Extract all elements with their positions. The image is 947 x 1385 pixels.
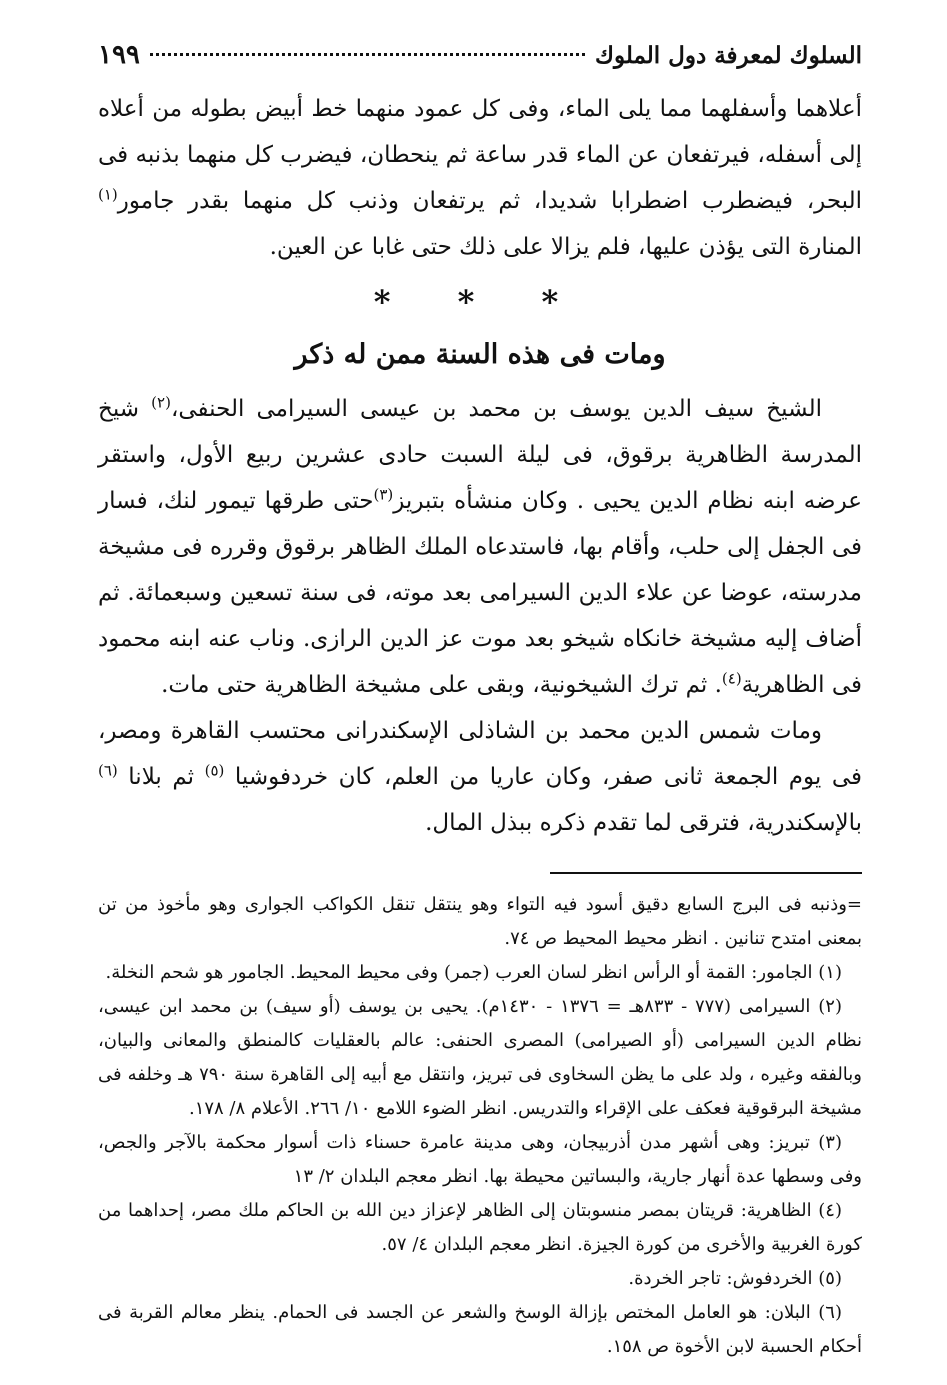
note-ref-5: (٥) [204,761,225,780]
page-number: ١٩٩ [98,40,140,70]
continuation-text: أعلاهما وأسفلهما مما يلى الماء، وفى كل عمود منهما خط أبيض بطوله من أعلاه إلى أسفله، فيرتفعان عن الماء قدر ساعة ثم ينحطان، فيضرب كل منهما بذنبه فى البحر، فيضطرب اضطرابا شديدا، ثم يرتفعان وذنب كل منهما بقدر جامور [98,96,862,214]
book-page [98,40,862,1364]
footnote-continued: =وذنبه فى البرج السابع دقيق أسود فيه التواء وهو ينتقل تنقل الكواكب الجوارى وهو مأخوذ من تن بمعنى امتدح تنانين . انظر محيط المحيط ص ٧٤. [98,894,862,949]
footnote-6: (٦) البلان: هو العامل المختص بإزالة الوسخ والشعر عن الجسد فى الحمام. ينظر معالم القربة فى أحكام الحسبة لابن الأخوة ص ١٥٨. [98,1302,862,1357]
obituary-paragraph-2 [98,708,862,846]
obituary-paragraph-1 [98,386,862,708]
obituary-2-text-a: ومات شمس الدين محمد بن الشاذلى الإسكندرانى محتسب القاهرة ومصر، فى يوم الجمعة ثانى صفر، وكان عاريا من العلم، كان خردفوشيا [98,718,862,790]
footnote-5: (٥) الخردفوش: تاجر الخردة. [628,1268,842,1289]
note-ref-6: (٦) [98,761,118,780]
section-heading: ومات فى هذه السنة ممن له ذكر [294,339,666,370]
section-divider-asterisks: * * * [373,283,587,321]
continuation-paragraph [98,86,862,270]
obituary-1-text-a: الشيخ سيف الدين يوسف بن محمد بن عيسى السيرامى الحنفى، [170,396,822,422]
obituary-2-text-b: ثم بلانا [117,764,205,790]
continuation-text-end: المنارة التى يؤذن عليها، فلم يزالا على ذلك حتى غابا عن العين. [269,234,862,260]
main-text [98,86,862,846]
footnote-separator [550,872,862,874]
dotted-leader [150,53,585,56]
footnote-3: (٣) تبريز: وهى أشهر مدن أذربيجان، وهى مدينة عامرة حسناء ذات أسوار محكمة بالآجر والجص، وفى وسطها عدة أنهار جارية، والبساتين محيطة بها. انظر معجم البلدان ٢/ ١٣ [98,1132,862,1187]
obituary-1-text-d: . ثم ترك الشيخونية، وبقى على مشيخة الظاهرية حتى مات. [161,672,722,698]
footnote-2: (٢) السيرامى (٧٧٧ - ٨٣٣هـ = ١٣٧٦ - ١٤٣٠م). يحيى بن يوسف (أو سيف) بن محمد ابن عيسى، نظام الدين السيرامى (أو الصيرامى) المصرى الحنفى: عالم بالعقليات كالمنطق والمعانى والبيان، وبالفقه وغيره ، ولد على ما يظن السخاوى فى تبريز، وانتقل مع أبيه إلى القاهرة سنة ٧٩٠ هـ وخلفه فى مشيخة البرقوقية فعكف على الإقراء والتدريس. انظر الضوء اللامع ١٠/ ٢٦٦. الأعلام ٨/ ١٧٨. [98,996,862,1119]
note-ref-2: (٢) [151,393,171,412]
obituary-1-text-c: حتى طرقها تيمور لنك، فسار فى الجفل إلى حلب، وأقام بها، فاستدعاه الملك الظاهر برقوق وقرره فى مشيخة مدرسته، عوضا عن علاء الدين السيرامى بعد موته، فى سنة تسعين وسبعمائة. ثم أضاف إليه مشيخة خانكاه شيخو بعد موت عز الدين الرازى. وناب عنه ابنه محمود فى الظاهرية [98,488,862,698]
obituary-1-text-b: شيخ المدرسة الظاهرية برقوق، فى ليلة السبت حادى عشرين ربيع الأول، واستقر عرضه ابنه نظام الدين يحيى . وكان منشأه بتبريز [98,396,863,514]
running-title: السلوك لمعرفة دول الملوك [594,42,862,69]
obituary-2-text-c: بالإسكندرية، فترقى لما تقدم ذكره ببذل المال. [425,810,862,836]
note-ref-4: (٤) [721,669,742,688]
note-ref-3: (٣) [373,485,394,504]
note-ref-1: (١) [98,185,118,204]
footnote-1: (١) الجامور: القمة أو الرأس انظر لسان العرب (جمر) وفى محيط المحيط. الجامور هو شحم النخلة. [105,962,842,983]
running-header [98,40,862,86]
footnotes [98,888,862,1364]
footnote-4: (٤) الظاهرية: قريتان بمصر منسوبتان إلى الظاهر لإعزاز دين الله بن الحاكم ملك مصر، إحداهما من كورة الغربية والأخرى من كورة الجيزة. انظر معجم البلدان ٤/ ٥٧. [98,1200,862,1255]
